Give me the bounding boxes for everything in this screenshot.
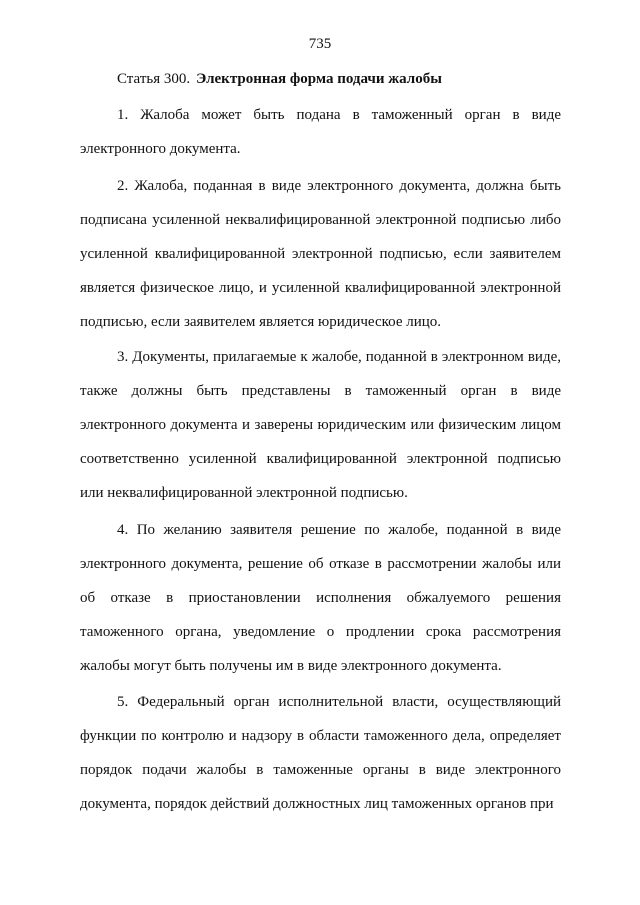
paragraph-2: 2. Жалоба, поданная в виде электронного документа, должна быть подписана усиленной неквалифицированной электронной подписью либо усиленной квалифицированной электронной подписью, если заявителем является физическое лицо, и усиленной квалифицированной электронной подписью, если заявителем является юридическое лицо. [80, 178, 561, 330]
paragraph-1-block [80, 98, 561, 166]
paragraph-2-block [80, 169, 561, 339]
paragraph-5-block [80, 685, 561, 821]
paragraph-5: 5. Федеральный орган исполнительной власти, осуществляющий функции по контролю и надзору в области таможенного дела, определяет порядок подачи жалобы в таможенные органы в виде электронного документа, порядок действий должностных лиц таможенных органов при [80, 694, 561, 812]
paragraph-3: 3. Документы, прилагаемые к жалобе, поданной в электронном виде, также должны быть представлены в таможенный орган в виде электронного документа и заверены юридическим или физическим лицом соответственно усиленной квалифицированной электронной подписью или неквалифицированной электронной подписью. [80, 349, 561, 501]
article-title: Электронная форма подачи жалобы [196, 71, 442, 87]
paragraph-4: 4. По желанию заявителя решение по жалобе, поданной в виде электронного документа, решение об отказе в рассмотрении жалобы или об отказе в приостановлении исполнения обжалуемого решения таможенного органа, уведомление о продлении срока рассмотрения жалобы могут быть получены им в виде электронного документа. [80, 522, 561, 674]
page-number: 735 [308, 36, 332, 52]
paragraph-1: 1. Жалоба может быть подана в таможенный орган в виде электронного документа. [80, 107, 561, 157]
paragraph-3-block [80, 340, 561, 510]
article-heading [117, 71, 442, 88]
article-label: Статья 300. [117, 71, 191, 87]
paragraph-4-block [80, 513, 561, 683]
